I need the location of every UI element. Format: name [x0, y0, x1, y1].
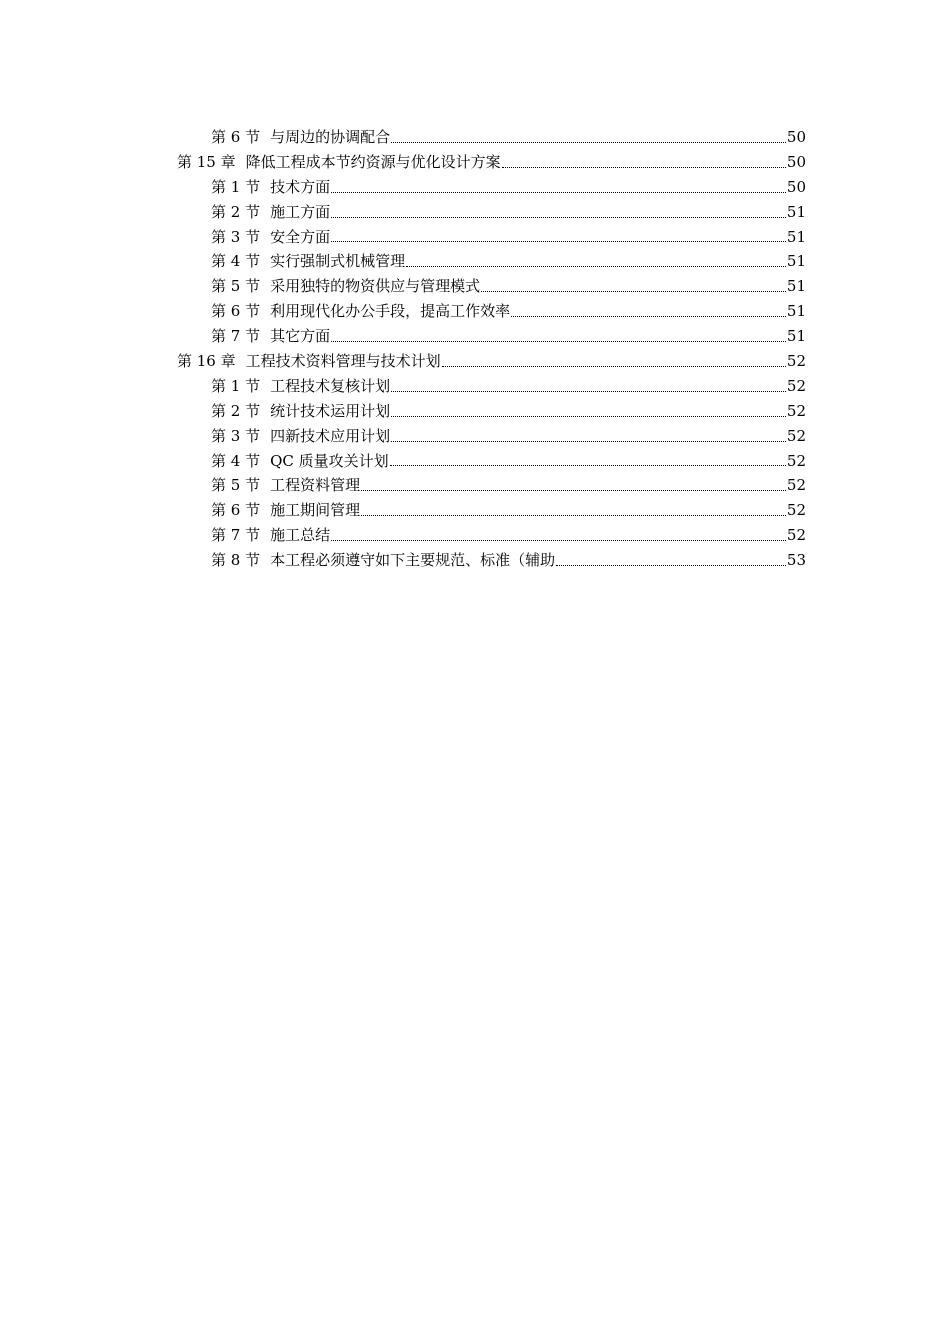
toc-entry-page: 50 — [786, 128, 806, 146]
toc-leader-dots — [391, 440, 786, 442]
toc-entry-page: 51 — [786, 227, 806, 246]
toc-entry[interactable] — [0, 374, 950, 399]
toc-entry-title: 采用独特的物资供应与管理模式 — [270, 277, 481, 296]
toc-leader-dots — [331, 191, 786, 193]
toc-entry-title: 施工总结 — [270, 526, 331, 545]
toc-entry-title: 工程技术资料管理与技术计划 — [245, 352, 441, 371]
toc-leader-dots — [331, 340, 786, 342]
toc-entry-title: 施工期间管理 — [270, 501, 361, 520]
toc-leader-dots — [361, 514, 786, 516]
toc-leader-dots — [406, 265, 786, 267]
toc-leader-dots — [361, 489, 786, 491]
toc-entry-number: 第 6 节 — [211, 302, 261, 321]
toc-entry-title: 与周边的协调配合 — [270, 128, 391, 146]
toc-entry-page: 50 — [786, 152, 806, 171]
toc-entry[interactable] — [0, 299, 950, 324]
toc-entry-title: 本工程必须遵守如下主要规范、标准（辅助 — [270, 551, 556, 570]
toc-entry-title: 技术方面 — [270, 177, 331, 196]
toc-entry[interactable] — [0, 399, 950, 424]
toc-entry-number: 第 1 节 — [211, 376, 261, 395]
toc-entry-page: 52 — [786, 501, 806, 520]
toc-entry-page: 52 — [786, 352, 806, 371]
toc-entry-title: 工程资料管理 — [270, 476, 361, 495]
toc-leader-dots — [391, 141, 786, 143]
toc-entry-page: 53 — [786, 551, 806, 570]
toc-entry-number: 第 7 节 — [211, 526, 261, 545]
toc-entry-page: 52 — [786, 526, 806, 545]
toc-leader-dots — [331, 216, 786, 218]
toc-chapter-entry[interactable] — [0, 150, 950, 175]
toc-entry-page: 52 — [786, 401, 806, 420]
toc-entry[interactable] — [0, 498, 950, 523]
toc-leader-dots — [511, 315, 786, 317]
toc-entry[interactable] — [0, 449, 950, 474]
toc-entry-number: 第 6 节 — [211, 501, 261, 520]
toc-leader-dots — [481, 290, 786, 292]
toc-leader-dots — [391, 415, 786, 417]
toc-entry-page: 51 — [786, 302, 806, 321]
toc-entry[interactable] — [0, 200, 950, 225]
toc-chapter-entry[interactable] — [0, 349, 950, 374]
toc-entry-title: 工程技术复核计划 — [270, 376, 391, 395]
toc-entry-title: 降低工程成本节约资源与优化设计方案 — [245, 152, 501, 171]
toc-entry[interactable] — [0, 473, 950, 498]
toc-entry-page: 52 — [786, 451, 806, 470]
toc-entry-title: QC 质量攻关计划 — [270, 451, 389, 470]
toc-entry-title: 实行强制式机械管理 — [270, 252, 406, 271]
toc-entry-number: 第 7 节 — [211, 327, 261, 346]
toc-entry-number: 第 1 节 — [211, 177, 261, 196]
toc-leader-dots — [331, 539, 786, 541]
toc-entry-number: 第 15 章 — [177, 152, 236, 171]
toc-entry-number: 第 8 节 — [211, 551, 261, 570]
toc-entry-number: 第 5 节 — [211, 277, 261, 296]
toc-leader-dots — [442, 365, 786, 367]
toc-entry-number: 第 3 节 — [211, 227, 261, 246]
toc-entry-page: 51 — [786, 327, 806, 346]
toc-entry-page: 50 — [786, 177, 806, 196]
toc-entry[interactable] — [0, 523, 950, 548]
toc-entry-number: 第 4 节 — [211, 451, 261, 470]
toc-entry-number: 第 5 节 — [211, 476, 261, 495]
toc-entry-title: 施工方面 — [270, 202, 331, 221]
toc-leader-dots — [390, 464, 786, 466]
toc-entry-page: 52 — [786, 476, 806, 495]
toc-entry-page: 52 — [786, 426, 806, 445]
toc-entry-page: 52 — [786, 376, 806, 395]
toc-entry-number: 第 6 节 — [211, 128, 261, 146]
toc-entry[interactable] — [0, 225, 950, 250]
toc-entry-number: 第 16 章 — [177, 352, 236, 371]
toc-entry-number: 第 4 节 — [211, 252, 261, 271]
toc-entry-page: 51 — [786, 252, 806, 271]
toc-entry[interactable] — [0, 125, 950, 150]
toc-entry[interactable] — [0, 424, 950, 449]
table-of-contents — [0, 125, 950, 573]
toc-entry-title: 利用现代化办公手段，提高工作效率 — [270, 302, 511, 321]
toc-leader-dots — [331, 240, 786, 242]
toc-entry-page: 51 — [786, 202, 806, 221]
toc-leader-dots — [502, 166, 786, 168]
toc-entry[interactable] — [0, 548, 950, 573]
toc-leader-dots — [391, 390, 786, 392]
toc-entry[interactable] — [0, 249, 950, 274]
toc-entry[interactable] — [0, 324, 950, 349]
toc-entry-title: 统计技术运用计划 — [270, 401, 391, 420]
toc-entry-number: 第 2 节 — [211, 202, 261, 221]
toc-entry[interactable] — [0, 274, 950, 299]
toc-entry-title: 安全方面 — [270, 227, 331, 246]
toc-leader-dots — [556, 564, 786, 566]
toc-entry-number: 第 2 节 — [211, 401, 261, 420]
toc-entry-title: 其它方面 — [270, 327, 331, 346]
toc-entry[interactable] — [0, 175, 950, 200]
toc-entry-title: 四新技术应用计划 — [270, 426, 391, 445]
toc-entry-page: 51 — [786, 277, 806, 296]
toc-entry-number: 第 3 节 — [211, 426, 261, 445]
